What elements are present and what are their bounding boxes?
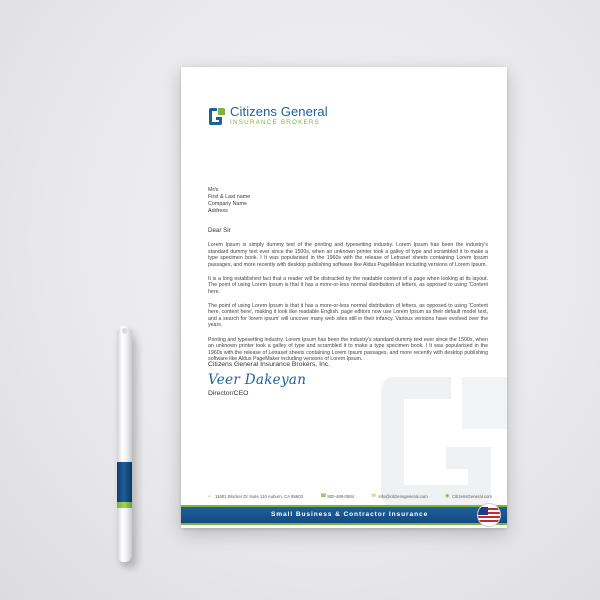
flag-icon xyxy=(478,504,500,526)
contact-row xyxy=(208,494,492,499)
email-icon: ✉ xyxy=(371,493,376,499)
recipient-block xyxy=(208,187,250,215)
recipient-address: Address xyxy=(208,207,228,214)
pen-band xyxy=(117,462,132,502)
paragraph: It is a long established fact that a reader will be distracted by the readable content of a page when looking at its layout. The point of using Lorem Ipsum is that it has a more-or-less normal distribution of letters, as opposed to using 'Content here. xyxy=(208,275,488,295)
logo-mark-icon xyxy=(208,107,226,126)
pen-accent-band xyxy=(117,502,132,508)
phone-icon: ☎ xyxy=(320,493,327,499)
address-text: 11601 Blocker Dr Suite 110 Auburn, CA 95603 xyxy=(215,494,303,499)
phone-text: 800-489-0884 xyxy=(327,494,355,499)
recipient-company: Company Name xyxy=(208,200,247,207)
footer-accent-bottom xyxy=(181,523,507,525)
globe-icon: ◉ xyxy=(445,493,450,499)
closing-company: Citizens General Insurance Brokers, Inc. xyxy=(208,361,331,368)
home-icon: ⌂ xyxy=(208,493,212,499)
brand-name: Citizens General xyxy=(230,104,328,119)
paragraph: The point of using Lorem Ipsum is that it has a more-or-less normal distribution of letters, as opposed to using 'Content here, content here', making it look like readable English. page editors now use Lorem Ipsum as their default model text, and a search for 'lorem ipsum' will uncover many web sites still in their infancy. Various versions have evolved over the years. xyxy=(208,302,488,329)
paragraph: Printing and typesetting industry. Lorem Ipsum has been the industry's standard dummy text ever since the 1500s, when an unknown printer took a galley of type and scrambled it to make a type specimen book. I It was popularised in the 1960s with the release of Letraset sheets containing Lorem Ipsum passages, and more recently with desktop publishing software like Aldus PageMaker including versions of Lorem Ipsum. xyxy=(208,336,488,363)
recipient-salutation: Mr/s xyxy=(208,187,219,193)
letterhead-paper xyxy=(181,67,507,528)
paragraph: Lorem Ipsum is simply dummy text of the printing and typesetting industry. Lorem Ipsum has been the industry's standard dummy text ever since the 1500s, when an unknown printer took a galley of type and scrambled it to make a type specimen book. I It was popularised in the 1960s with the release of Letraset sheets containing Lorem Ipsum passages, and more recently with desktop publishing software like Aldus PageMaker including versions of Lorem Ipsum. xyxy=(208,242,488,268)
company-logo xyxy=(208,105,328,127)
website-text: CitizensGeneral.com xyxy=(452,494,492,499)
signer-title: Director/CEO xyxy=(208,390,249,397)
pen xyxy=(117,326,132,562)
footer-tagline: Small Business & Contractor Insurance xyxy=(271,511,429,518)
signature: Veer Dakeyan xyxy=(208,372,307,388)
contact-website xyxy=(445,494,492,499)
greeting: Dear Sir xyxy=(208,227,231,234)
contact-email xyxy=(371,494,427,499)
recipient-name: First & Last name xyxy=(208,193,251,200)
brand-subtitle: INSURANCE BROKERS xyxy=(230,119,321,126)
contact-phone xyxy=(320,494,354,499)
contact-address xyxy=(208,494,303,499)
us-flag-badge-icon xyxy=(477,503,501,527)
email-text: info@citizensgeneral.com xyxy=(378,494,428,499)
letter-body xyxy=(208,242,488,370)
pen-tip xyxy=(122,328,127,334)
